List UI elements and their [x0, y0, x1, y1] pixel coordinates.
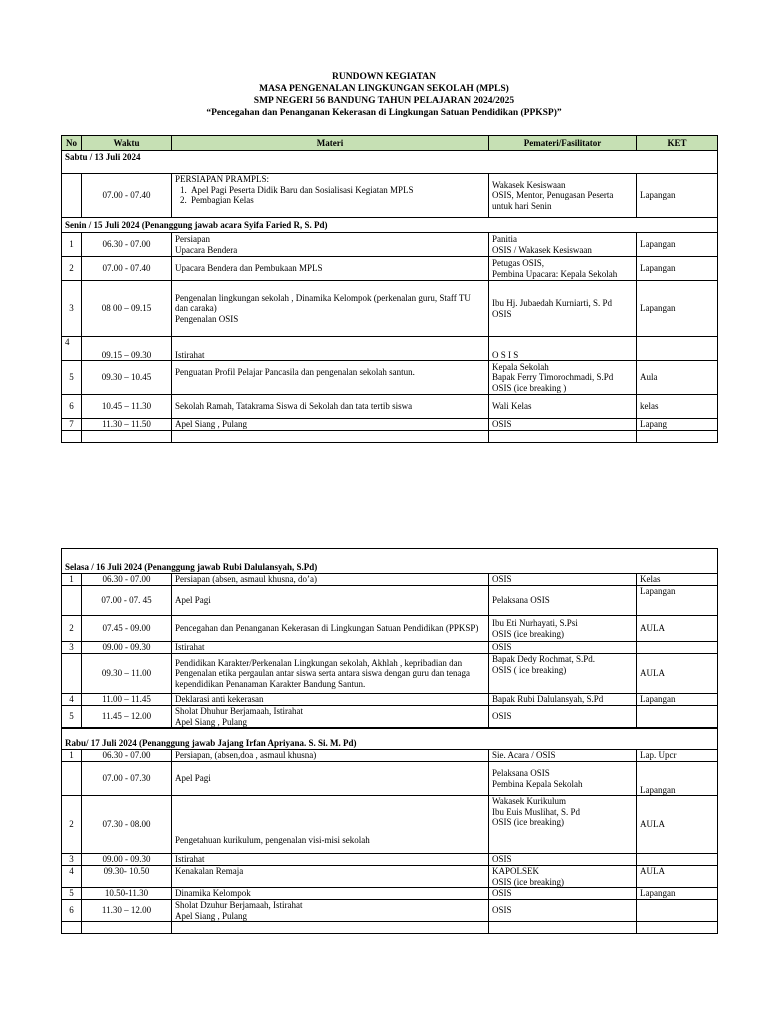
row-time: 08 00 – 09.15 [82, 281, 172, 337]
row-pemateri: KAPOLSEK OSIS (ice breaking) [489, 866, 637, 888]
row-ket: Lapangan [637, 888, 718, 900]
table-row [62, 257, 718, 281]
table-row [62, 888, 718, 900]
row-no: 6 [62, 395, 82, 419]
row-time: 09.30- 10.50 [82, 866, 172, 888]
table-row [62, 174, 718, 218]
row-materi: Pengenalan lingkungan sekolah , Dinamika Kelompok (perkenalan guru, Staff TU dan caraka) Pengenalan OSIS [172, 281, 489, 337]
section-row-senin [62, 218, 718, 233]
row-time: 07.00 - 07. 45 [82, 586, 172, 616]
table-row [62, 866, 718, 888]
col-ket: KET [637, 136, 718, 151]
header-school: SMP NEGERI 56 BANDUNG TAHUN PELAJARAN 2024/2025 [253, 96, 515, 106]
row-ket: AULA [637, 866, 718, 888]
table-row [62, 706, 718, 729]
row-no: 3 [62, 854, 82, 866]
section-title: Rabu/ 17 Juli 2024 (Penanggung jawab Jajang Irfan Apriyana. S. Si. M. Pd) [62, 728, 718, 750]
row-no: 5 [62, 888, 82, 900]
section-row-rabu [62, 728, 718, 750]
row-pemateri: Panitia OSIS / Wakasek Kesiswaan [489, 233, 637, 257]
row-no: 2 [62, 257, 82, 281]
table-row [62, 337, 718, 361]
section-row-sabtu [62, 151, 718, 174]
materi-list [175, 185, 485, 206]
row-no: 2 [62, 796, 82, 854]
row-pemateri: Bapak Dedy Rochmat, S.Pd. OSIS ( ice breaking) [489, 654, 637, 694]
row-time: 07.30 - 08.00 [82, 796, 172, 854]
row-no: 2 [62, 616, 82, 642]
row-time: 11.30 – 12.00 [82, 900, 172, 922]
table-row [62, 361, 718, 395]
row-materi: Apel Pagi [172, 762, 489, 796]
row-no [62, 654, 82, 694]
row-time: 06.30 - 07.00 [82, 750, 172, 762]
row-materi: Persiapan Upacara Bendera [172, 233, 489, 257]
row-materi: Penguatan Profil Pelajar Pancasila dan pengenalan sekolah santun. [172, 361, 489, 395]
row-no: 3 [62, 281, 82, 337]
row-time: 09.00 - 09.30 [82, 642, 172, 654]
table-row [62, 750, 718, 762]
table-row [62, 616, 718, 642]
row-pemateri: Wakasek Kurikulum Ibu Euis Muslihat, S. Pd OSIS (ice breaking) [489, 796, 637, 854]
row-pemateri: Sie. Acara / OSIS [489, 750, 637, 762]
row-materi: Deklarasi anti kekerasan [172, 694, 489, 706]
section-title: Selasa / 16 Juli 2024 (Penanggung jawab Rubi Dalulansyah, S.Pd) [62, 549, 718, 574]
row-time: 09.30 – 10.45 [82, 361, 172, 395]
row-materi: Persiapan (absen, asmaul khusna, do’a) [172, 574, 489, 586]
row-materi: Istirahat [172, 642, 489, 654]
row-no [62, 762, 82, 796]
document-header [0, 71, 768, 119]
row-no: 4 [62, 694, 82, 706]
header-subtitle: MASA PENGENALAN LINGKUNGAN SEKOLAH (MPLS) [259, 84, 509, 94]
table-row [62, 574, 718, 586]
row-ket [637, 642, 718, 654]
row-ket [637, 900, 718, 922]
row-time: 09.00 - 09.30 [82, 854, 172, 866]
row-ket: Lapangan [637, 694, 718, 706]
row-ket: Kelas [637, 574, 718, 586]
table-row [62, 642, 718, 654]
row-pemateri: OSIS [489, 642, 637, 654]
row-ket: AULA [637, 796, 718, 854]
row-pemateri: Ibu Hj. Jubaedah Kurniarti, S. Pd OSIS [489, 281, 637, 337]
row-time: 10.45 – 11.30 [82, 395, 172, 419]
row-ket: Lapangan [637, 281, 718, 337]
row-ket: Lapangan [637, 233, 718, 257]
table-row [62, 281, 718, 337]
row-materi: Istirahat [172, 854, 489, 866]
row-time: 06.30 - 07.00 [82, 574, 172, 586]
row-pemateri: OSIS [489, 900, 637, 922]
row-materi: Pengetahuan kurikulum, pengenalan visi-misi sekolah [172, 796, 489, 854]
table-row [62, 694, 718, 706]
row-no: 6 [62, 900, 82, 922]
row-ket: Lapangan [637, 174, 718, 218]
row-no: 4 [62, 337, 82, 361]
header-title: RUNDOWN KEGIATAN [332, 72, 436, 82]
table-row [62, 854, 718, 866]
row-materi: Apel Pagi [172, 586, 489, 616]
row-materi: Pencegahan dan Penanganan Kekerasan di Lingkungan Satuan Pendidikan (PPKSP) [172, 616, 489, 642]
row-ket: kelas [637, 395, 718, 419]
row-materi: Upacara Bendera dan Pembukaan MPLS [172, 257, 489, 281]
row-pemateri: Petugas OSIS, Pembina Upacara: Kepala Sekolah [489, 257, 637, 281]
list-item: 1. Apel Pagi Peserta Didik Baru dan Sosialisasi Kegiatan MPLS [189, 185, 485, 196]
row-pemateri: Pelaksana OSIS Pembina Kepala Sekolah [489, 762, 637, 796]
row-no: 5 [62, 361, 82, 395]
row-time: 11.30 – 11.50 [82, 419, 172, 431]
row-materi: Apel Siang , Pulang [172, 419, 489, 431]
row-ket: Aula [637, 361, 718, 395]
row-pemateri: OSIS [489, 854, 637, 866]
row-no: 1 [62, 574, 82, 586]
table-row [62, 654, 718, 694]
row-time: 07.45 - 09.00 [82, 616, 172, 642]
table-row [62, 395, 718, 419]
row-time: 11.45 – 12.00 [82, 706, 172, 729]
row-time: 11.00 – 11.45 [82, 694, 172, 706]
row-ket: AULA [637, 616, 718, 642]
row-no: 7 [62, 419, 82, 431]
table-row [62, 233, 718, 257]
empty-row [62, 431, 718, 443]
section-title: Sabtu / 13 Juli 2024 [62, 151, 718, 174]
list-item: 2. Pembagian Kelas [189, 195, 485, 206]
row-ket: Lapangan [637, 762, 718, 796]
materi-title: PERSIAPAN PRAMPLS: [175, 174, 269, 184]
row-ket [637, 854, 718, 866]
row-materi: Sholat Dhuhur Berjamaah, Istirahat Apel Siang , Pulang [172, 706, 489, 729]
col-waktu: Waktu [82, 136, 172, 151]
table-row [62, 900, 718, 922]
row-pemateri: OSIS [489, 574, 637, 586]
row-ket: Lap. Upcr [637, 750, 718, 762]
row-ket: AULA [637, 654, 718, 694]
table-row [62, 796, 718, 854]
row-ket: Lapangan [637, 257, 718, 281]
row-ket [637, 706, 718, 729]
row-time: 09.30 – 11.00 [82, 654, 172, 694]
row-materi [172, 174, 489, 218]
col-materi: Materi [172, 136, 489, 151]
row-pemateri: Bapak Rubi Dalulansyah, S.Pd [489, 694, 637, 706]
section-row-selasa [62, 549, 718, 574]
empty-row [62, 922, 718, 934]
row-materi: Istirahat [172, 337, 489, 361]
row-materi: Persiapan, (absen,doa , asmaul khusna) [172, 750, 489, 762]
row-pemateri: OSIS [489, 888, 637, 900]
row-pemateri: Pelaksana OSIS [489, 586, 637, 616]
table-row [62, 586, 718, 616]
col-no: No [62, 136, 82, 151]
schedule-table-2 [61, 548, 718, 934]
row-no: 1 [62, 233, 82, 257]
schedule-table-1 [61, 135, 718, 443]
table-row [62, 419, 718, 431]
row-pemateri: OSIS [489, 706, 637, 729]
row-pemateri: Ibu Eti Nurhayati, S.Psi OSIS (ice breaking) [489, 616, 637, 642]
row-time: 07.00 - 07.40 [82, 257, 172, 281]
row-pemateri: Wali Kelas [489, 395, 637, 419]
row-time: 06.30 - 07.00 [82, 233, 172, 257]
row-no: 3 [62, 642, 82, 654]
row-pemateri: OSIS [489, 419, 637, 431]
row-materi: Dinamika Kelompok [172, 888, 489, 900]
row-time: 10.50-11.30 [82, 888, 172, 900]
row-ket [637, 337, 718, 361]
row-no: 5 [62, 706, 82, 729]
section-title: Senin / 15 Juli 2024 (Penanggung jawab acara Syifa Faried R, S. Pd) [62, 218, 718, 233]
col-pemateri: Pemateri/Fasilitator [489, 136, 637, 151]
row-materi: Kenakalan Remaja [172, 866, 489, 888]
row-pemateri: Wakasek Kesiswaan OSIS, Mentor, Penugasan Peserta untuk hari Senin [489, 174, 637, 218]
row-time: 09.15 – 09.30 [82, 337, 172, 361]
row-materi: Sholat Dzuhur Berjamaah, Istirahat Apel Siang , Pulang [172, 900, 489, 922]
row-no: 1 [62, 750, 82, 762]
row-materi: Pendidikan Karakter/Perkenalan Lingkungan sekolah, Akhlah , kepribadian dan Pengenalan etika pergaulan antar siswa serta antara siswa dengan guru dan tenaga kependidikan Penanaman Karakter Bandung Santun. [172, 654, 489, 694]
row-materi: Sekolah Ramah, Tatakrama Siswa di Sekolah dan tata tertib siswa [172, 395, 489, 419]
row-ket: Lapangan [637, 586, 718, 616]
table-row [62, 762, 718, 796]
row-pemateri: Kepala Sekolah Bapak Ferry Timorochmadi, S.Pd OSIS (ice breaking ) [489, 361, 637, 395]
table-header-row [62, 136, 718, 151]
row-no [62, 586, 82, 616]
row-pemateri: O S I S [489, 337, 637, 361]
row-no [62, 174, 82, 218]
header-theme: “Pencegahan dan Penanganan Kekerasan di Lingkungan Satuan Pendidikan (PPKSP)” [206, 108, 562, 118]
row-no: 4 [62, 866, 82, 888]
row-time: 07.00 - 07.30 [82, 762, 172, 796]
row-ket: Lapang [637, 419, 718, 431]
row-time: 07.00 - 07.40 [82, 174, 172, 218]
